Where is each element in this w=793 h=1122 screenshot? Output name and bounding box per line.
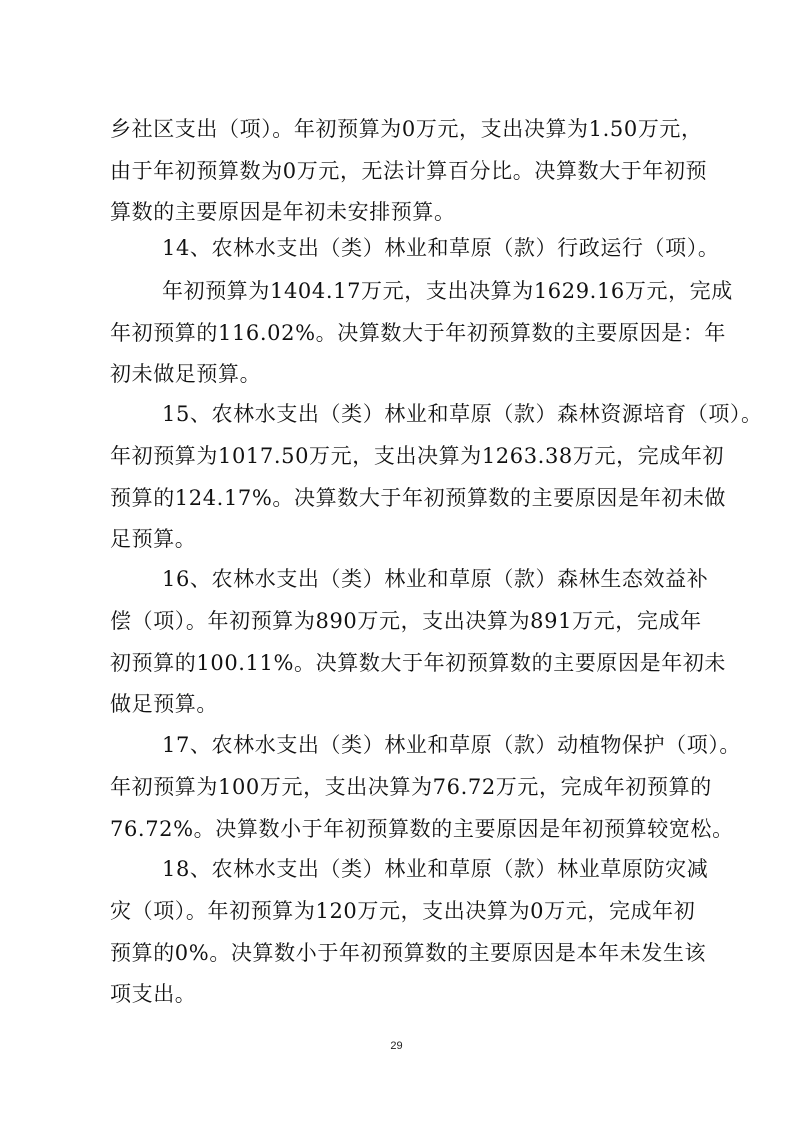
section-heading-16: 16、农林水支出（类）林业和草原（款）森林生态效益补 <box>162 567 709 591</box>
paragraph-line: 76.72%。决算数小于年初预算数的主要原因是年初预算较宽松。 <box>110 817 734 841</box>
paragraph-line: 算数的主要原因是年初未安排预算。 <box>110 200 456 224</box>
paragraph-line: 做足预算。 <box>110 692 218 716</box>
paragraph-line: 预算的0%。决算数小于年初预算数的主要原因是本年未发生该 <box>110 941 707 965</box>
paragraph-line: 初预算的100.11%。决算数大于年初预算数的主要原因是年初未 <box>110 651 727 675</box>
paragraph-line: 足预算。 <box>110 527 197 551</box>
paragraph-line: 年初预算为1017.50万元，支出决算为1263.38万元，完成年初 <box>110 444 725 468</box>
section-heading-18: 18、农林水支出（类）林业和草原（款）林业草原防灾减 <box>162 857 709 881</box>
section-heading-17: 17、农林水支出（类）林业和草原（款）动植物保护（项）。 <box>162 733 742 757</box>
paragraph-line: 年初预算为100万元，支出决算为76.72万元，完成年初预算的 <box>110 775 712 799</box>
paragraph-line: 偿（项）。年初预算为890万元，支出决算为891万元，完成年 <box>110 609 702 633</box>
paragraph-line: 年初预算的116.02%。决算数大于年初预算数的主要原因是：年 <box>110 321 727 345</box>
section-heading-14: 14、农林水支出（类）林业和草原（款）行政运行（项）。 <box>162 236 720 260</box>
paragraph-line: 年初预算为1404.17万元，支出决算为1629.16万元，完成 <box>162 279 733 303</box>
page-number: 29 <box>390 1040 403 1052</box>
paragraph-line: 项支出。 <box>110 982 197 1006</box>
paragraph-line: 由于年初预算数为0万元，无法计算百分比。决算数大于年初预 <box>110 159 708 183</box>
section-heading-15: 15、农林水支出（类）林业和草原（款）森林资源培育（项）。 <box>162 402 763 426</box>
paragraph-line: 预算的124.17%。决算数大于年初预算数的主要原因是年初未做 <box>110 486 727 510</box>
paragraph-line: 初未做足预算。 <box>110 362 262 386</box>
paragraph-line: 乡社区支出（项）。年初预算为0万元，支出决算为1.50万元， <box>110 117 703 141</box>
paragraph-line: 灾（项）。年初预算为120万元，支出决算为0万元，完成年初 <box>110 899 696 923</box>
